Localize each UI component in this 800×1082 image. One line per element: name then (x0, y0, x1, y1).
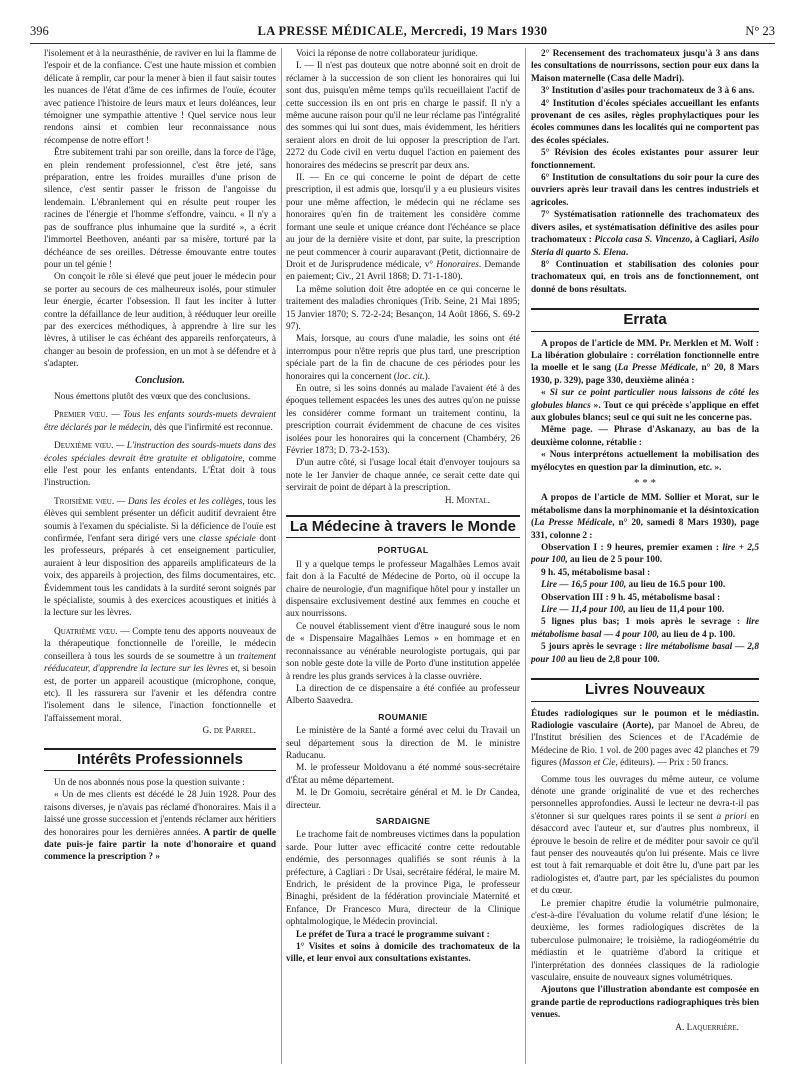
author-signature: A. Laquerrière. (675, 1022, 739, 1033)
paragraph: Ce nouvel établissement vient d'être inauguré sous le nom de « Dispensaire Magalhães Lemos » en hommage et en reconnaissance au vénérable neurologiste portugais, qui par son noble geste dote la ville de Porto d'une institution appelée à rendre les plus grands services à la classe ouvrière. (286, 621, 520, 682)
column-divider (281, 48, 282, 1064)
section-heading: Conclusion. (135, 374, 185, 386)
paragraph: La même solution doit être adoptée en ce qui concerne le traitement des maladies chroniques (Trib. Seine, 21 Mai 1895; 15 Janvier 1870; S. 72-2-24; Besançon, 14 Août 1866, S. 69-2 97). (286, 284, 520, 332)
paragraph: Il y a quelque temps le professeur Magalhães Lemos avait fait don à la Faculté de Médecine de Porto, où il occupe la chaire de neurologie, d'un magnifique hôtel pour y installer un dispensaire exclusivement destiné aux femmes en couche et aux nourrissons. (286, 559, 520, 620)
paragraph: « Si sur ce point particulier nous laissons de côté les globules blancs ». Tout ce qui précède s'applique en effet aux globules blancs; seul ce qui suit ne les concerne pas. (531, 388, 759, 423)
paragraph: 5 jours après le sevrage : lire métabolisme basal — 2,8 pour 100 au lieu de 2,8 pour 100. (531, 642, 759, 665)
author-signature: H. Montal. (444, 495, 490, 506)
wish-1: Premier vœu. — Tous les enfants sourds-muets devraient être déclarés par le médecin, dès que l'infirmité est reconnue. (44, 410, 276, 433)
column-divider (525, 48, 526, 1064)
paragraph: On conçoit le rôle si élevé que peut jouer le médecin pour se porter au secours de ces malheureux isolés, pour stimuler leur énergie, écarter l'obsession. Il faut les inciter à lutter contre la défaillance de leur audition, à rééduquer leur oreille par des exercices méthodiques, à apprendre à lire sur les lèvres, à utiliser le cas échéant des appareils renforçateurs, à changer au besoin de profession, en un mot à se défendre et à s'adapter. (44, 272, 276, 370)
paragraph: Le premier chapitre étudie la volumétrie pulmonaire, c'est-à-dire l'évaluation du volume relatif d'une lésion; le deuxième, les formes radiologiques discrètes de la tuberculose pulmonaire; le troisième, la radiogéométrie du médiastin et le quatrième d'abord la critique et l'interprétation des données classiques de la radiologie vasculaire, ensuite de nouveaux signes volumétriques. (531, 898, 759, 984)
letter-quote: « Un de mes clients est décédé le 28 Juin 1928. Pour des raisons diverses, je n'avais pas réclamé d'honoraires. Mais il a laissé une grosse succession et j'entends réclamer aux héritiers des honoraires pour les dernières années. A partir de quelle date puis-je faire partir la note d'honoraire et quand commence la prescription ? » (44, 790, 276, 863)
section-title: La Médecine à travers le Monde (286, 515, 520, 538)
list-item: 5° Révision des écoles existantes pour assurer leur fonctionnement. (531, 148, 759, 171)
header-rule (30, 43, 775, 44)
paragraph: 5 lignes plus bas; 1 mois après le sevrage : lire métabolisme basal — 4 pour 100, au lieu de 4 p. 100. (531, 617, 759, 640)
paragraph: La direction de ce dispensaire a été confiée au professeur Alberto Saavedra. (286, 683, 520, 707)
column-2 (286, 48, 520, 1064)
issue-number: N° 23 (745, 24, 775, 38)
list-item: 2° Recensement des trachomateux jusqu'à 3 ans dans les consultations de nourrissons, section pour eux dans la Maison maternelle (Casa delle Madri). (531, 49, 759, 84)
paragraph: Comme tous les ouvrages du même auteur, ce volume dénote une grande originalité de vue et des recherches personnelles approfondies. Aussi le lecteur ne devra-t-il pas s'étonner si sur quelques rares points il se sent a priori en désaccord avec l'auteur et, sur d'autres plus nombreux, il éprouve le besoin de relire et de méditer pour savoir ce qu'il faut penser des nouveautés qu'on lui présente. Mais ce livre est tout à fait remarquable et doit être lu, d'une part par les radiologistes et, d'autre part, par les spécialistes du poumon et du cœur. (531, 774, 759, 897)
paragraph: Un de nos abonnés nous pose la question suivante : (54, 777, 245, 788)
paragraph: En outre, si les soins donnés au malade l'avaient été à des époques tellement espacées les unes des autres qu'on ne puisse les considérer comme formant un traitement continu, la prescription courrait évidemment de chacune de ces visites isolées pour les honoraires qui la concernent (Chambéry, 26 Février 1873; D. 73-2-153). (286, 383, 520, 456)
paragraph: Ajoutons que l'illustration abondante est composée en grande partie de reproductions radiographiques très bien venues. (531, 985, 759, 1021)
list-item: 6° Institution de consultations du soir pour la cure des ouvriers après leur travail dans les centres industriels et agricoles. (531, 173, 759, 208)
paragraph: Être subitement trahi par son oreille, dans la force de l'âge, en plein rendement professionnel, c'est être jeté, sans préparation, entre les froides murailles d'une prison de silence, c'est sentir passer le frisson de l'angoisse du lendemain. L'ébranlement qui en résulte peut rouper les racines de l'énergie et l'homme s'effondre, vaincu. « Il n'y a pas de souffrance plus inhumaine que la surdité », a écrit l'immortel Beethoven, anéanti par sa misère, torturé par la déchéance de ses oreilles. Détresse émouvante entre toutes pour un tel génie ! (44, 148, 276, 270)
paragraph: Mais, lorsque, au cours d'une maladie, les soins ont été interrompus pour n'être repris que plus tard, une prescription spéciale part de la fin de chacune de ces périodes pour les honoraires qui la concernent (loc. cit.). (286, 334, 520, 382)
paragraph: l'isolement et à la neurasthénie, de raviver en lui la flamme de l'espoir et de la confiance. C'est une haute mission et combien délicate à remplir, car pour la mener à bien il faut saisir toutes les nuances de l'état d'âme de ces infirmes de l'ouïe, écouter avec patience l'histoire de leurs maux et leurs doléances, leur témoigner une sympathie attentive ! Quel service nous leur rendons ainsi et combien leur reconnaissance nous récompense de notre effort ! (44, 49, 276, 146)
paragraph: Le préfet de Tura a tracé le programme suivant : (296, 929, 490, 940)
paragraph: Observation I : 9 heures, premier examen : lire + 2,5 pour 100, au lieu de 2 5 pour 100. (531, 543, 759, 566)
paragraph: Lire — 11,4 pour 100, au lieu de 11,4 pour 100. (541, 605, 725, 616)
country-heading: SARDAIGNE (375, 815, 431, 826)
paragraph: Observation III : 9 h. 45, métabolisme basal : (541, 592, 721, 603)
separator-stars: * * * (634, 477, 656, 489)
paragraph: « Nous interprétons actuellement la mobilisation des myélocytes en question par la diminution, etc. ». (531, 450, 759, 473)
paragraph: D'un autre côté, si l'usage local était d'envoyer toujours sa note le 1er Janvier de chaque année, ce serait cette date qui servirait de point de départ à la prescription. (286, 458, 520, 494)
paragraph: II. — En ce qui concerne le point de départ de cette prescription, il est admis que, lorsqu'il y a eu plusieurs visites pour une même affection, le médecin qui ne réclame ses honoraires qu'en fin de traitement les considère comme formant une seule et unique créance dont l'échéance se place au jour de la dernière visite et dont, par suite, la prescription ne peut commencer à courir auparavant (Petit, dictionnaire de Droit et de Jurisprudence médicale, v° Honoraires. Demande en paiement; Civ., 21 Avril 1868; D. 71-1-180). (286, 173, 520, 283)
paragraph: I. — Il n'est pas douteux que notre abonné soit en droit de réclamer à la succession de son client les honoraires qui lui sont dus, puisqu'en même temps qu'ils recueillaient l'actif de cette succession ils en ont pris en charge le passif. Il n'y a même aucune raison pour qu'il ne leur réclame pas l'intégralité des sommes qui lui sont dues, mais évidemment, les héritiers seraient alors en droit de lui opposer la prescription de l'art. 2272 du Code civil en vertu duquel l'action en paiement des honoraires des médecins se prescrit par deux ans. (286, 61, 520, 171)
author-signature: G. de Parrel. (202, 726, 256, 737)
column-3 (531, 48, 759, 1064)
column-1 (44, 48, 276, 1064)
wish-2: Deuxième vœu. — L'instruction des sourds-muets dans des écoles spéciales devrait être gratuite et obligatoire, comme elle l'est pour les enfants entendants. L'État doit à tous l'instruction. (44, 441, 276, 489)
list-item: 3° Institution d'asiles pour trachomateux de 3 à 6 ans. (541, 86, 755, 97)
page-header (30, 24, 775, 42)
paragraph: A propos de l'article de MM. Sollier et Morat, sur le métabolisme dans la morphinomanie et la désintoxication (La Presse Médicale, n° 20, samedi 8 Mars 1930), page 331, colonne 2 : (531, 493, 759, 541)
journal-title: LA PRESSE MÉDICALE, Mercredi, 19 Mars 1930 (257, 24, 548, 38)
paragraph: 1° Visites et soins à domicile des trachomateux de la ville, et leur envoi aux consultations existantes. (286, 942, 520, 965)
wish-4: Quatrième vœu. — Compte tenu des apports nouveaux de la thérapeutique fonctionnelle de l'oreille, le médecin conseillera à tous les sourds de se soumettre à un traitement rééducateur, d'apprendre la lecture sur les lèvres et, si besoin est, de porter un appareil acoustique (microphone, conque, etc). Il les rassurera sur l'avenir et les défendra contre l'isolement dans le silence, l'inaction fonctionnelle et l'affaissement moral. (44, 626, 276, 724)
paragraph: Voici la réponse de notre collaborateur juridique. (296, 49, 478, 59)
country-heading: ROUMANIE (378, 711, 428, 722)
paragraph: Nous émettons plutôt des vœux que des conclusions. (54, 391, 251, 402)
book-reference: Études radiologiques sur le poumon et le médiastin. Radiologie vasculaire (Aorte), par Manoel de Abreu, de l'Institut brésilien des Sciences et de l'Académie de Médecine de Rio. 1 vol. de 200 pages avec 42 planches et 79 figures (Masson et Cie, éditeurs). — Prix : 50 francs. (531, 708, 759, 769)
page-number: 396 (30, 24, 49, 38)
section-title: Livres Nouveaux (531, 678, 759, 701)
section-title: Intérêts Professionnels (44, 748, 276, 771)
paragraph: Le trachome fait de nombreuses victimes dans la population sarde. Pour lutter avec efficacité contre cette redoutable endémie, des personnages qualifiés se sont réunis à la préfecture, à Cagliari : Dr Usai, secrétaire fédéral, le maire M. Endrich, le président de la province Piga, le professeur Binaghi, président de la fédération provinciale Maternité et Enfance, Dr Francesco Mura, directeur de la Clinique ophtalmologique, le Médecin provincial. (286, 830, 520, 928)
section-title: Errata (531, 308, 759, 331)
list-item: 7° Systématisation rationnelle des trachomateux des divers asiles, et systématisation définitive des asiles pour trachomateux : Piccola casa S. Vincenzo, à Cagliari, Asilo Steria di quarto S. Elena. (531, 210, 759, 258)
paragraph: Lire — 16,5 pour 100, au lieu de 16.5 pour 100. (541, 580, 726, 591)
country-heading: PORTUGAL (377, 545, 429, 556)
paragraph: M. le Dr Gomoiu, secrétaire général et M. le Dr Candea, directeur. (286, 788, 520, 811)
paragraph: M. le professeur Moldovanu a été nommé sous-secrétaire d'État au même département. (286, 763, 520, 786)
paragraph: Même page. — Phrase d'Askanazy, au bas de la deuxième colonne, rétablie : (531, 425, 759, 448)
paragraph: Le ministère de la Santé a formé avec celui du Travail un seul département sous la direction de M. le ministre Raducanu. (286, 726, 520, 761)
paragraph: 9 h. 45, métabolisme basal : (541, 567, 651, 578)
list-item: 8° Continuation et stabilisation des colonies pour trachomateux qui, en trois ans de fonctionnement, ont donné de bons résultats. (531, 259, 759, 295)
list-item: 4° Institution d'écoles spéciales accueillant les enfants provenant de ces asiles, règles prophylactiques pour les écoles communes dans les localités qui ne comportent pas des écoles spéciales. (531, 98, 759, 146)
wish-3: Troisième vœu. — Dans les écoles et les collèges, tous les élèves qui semblent présenter un déficit auditif devraient être soumis à l'examen du spécialiste. Si la déficience de l'ouïe est confirmée, l'enfant sera dirigé vers une classe spéciale dont les professeurs, préparés à cet enseignement particulier, auraient à leur disposition des appareils amplificateurs de la voix, des appareils à projection, des films documentaires, etc. Évidemment tous les candidats à la surdité seront soignés par le spécialiste, soumis à des exercices acoustiques et initiés à la lecture sur les lèvres. (44, 496, 276, 619)
paragraph: A propos de l'article de MM. Pr. Merklen et M. Wolf : La libération globulaire : corrélation fonctionnelle entre la moelle et le sang (La Presse Médicale, n° 20, 8 Mars 1930, p. 329), page 330, deuxième alinéa : (531, 338, 759, 386)
